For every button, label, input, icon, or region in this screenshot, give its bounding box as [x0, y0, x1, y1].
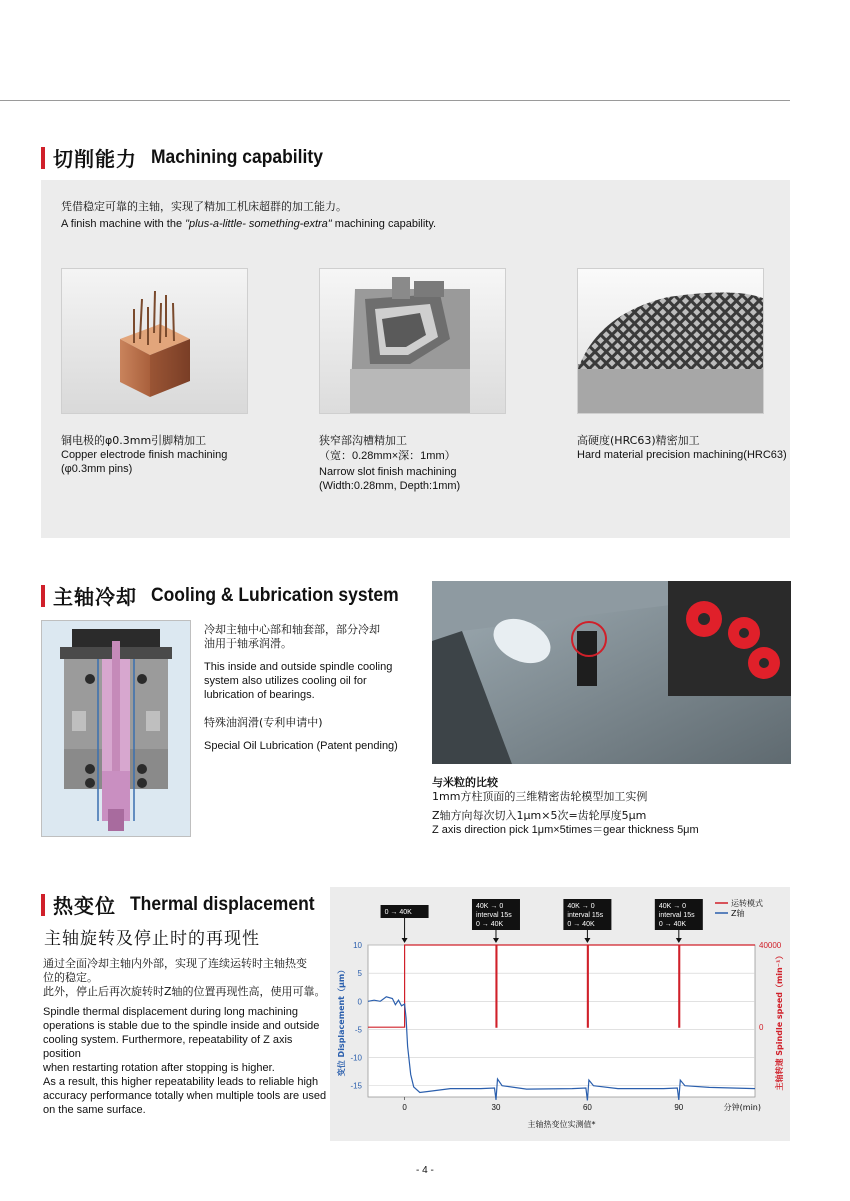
thermal-description-line: Spindle thermal displacement during long machining	[43, 1006, 298, 1018]
intro-zh: 凭借稳定可靠的主轴，实现了精加工机床超群的加工能力。	[61, 200, 347, 213]
annotation-arrowhead	[676, 938, 682, 943]
section-thermal-title	[41, 890, 331, 919]
annotation-arrowhead	[402, 938, 408, 943]
narrow-slot-photo	[319, 268, 506, 414]
section-title-zh: 切削能力	[53, 147, 137, 171]
section-title-en: Thermal displacement	[130, 893, 315, 915]
section-title-en: Cooling & Lubrication system	[151, 584, 399, 606]
y-left-tick-label: -15	[350, 1081, 362, 1091]
section-title-zh: 热变位	[53, 894, 116, 918]
caption-copper: 铜电极的φ0.3mm引脚精加工 Copper electrode finish machining (φ0.3mm pins)	[61, 434, 228, 475]
thermal-description-line: accuracy performance totally when multiple tools are used	[43, 1090, 327, 1102]
annotation-arrowhead	[493, 938, 499, 943]
annotation-text: interval 15s	[475, 912, 512, 919]
plot-area	[368, 945, 755, 1097]
thermal-description-line: operations is stable due to the spindle inside and outside	[43, 1020, 320, 1032]
section-title-en: Machining capability	[151, 146, 323, 168]
gear-model-photo	[432, 581, 791, 764]
copper-electrode-photo	[61, 268, 248, 414]
y-left-tick-label: 0	[357, 997, 362, 1007]
x-tick-label: 0	[402, 1103, 407, 1112]
x-tick-label: 30	[491, 1103, 501, 1112]
thermal-description-line: As a result, this higher repeatability leads to reliable high	[43, 1076, 319, 1088]
y-right-tick-label: 0	[759, 1023, 764, 1033]
thermal-description-line: cooling system. Furthermore, repeatability of Z axis position	[43, 1034, 293, 1060]
y-right-tick-label: 40000	[759, 941, 782, 950]
x-tick-label: 90	[674, 1103, 684, 1112]
x-tick-label: 60	[582, 1103, 592, 1112]
section-machining-title	[41, 143, 338, 172]
annotation-arrowhead	[584, 938, 590, 943]
x-axis-label: 主轴热变位实测值*	[527, 1120, 596, 1129]
machining-panel	[41, 180, 790, 538]
legend-label: 运转模式	[731, 899, 763, 908]
annotation-text: 0 → 40K	[658, 921, 687, 928]
annotation-text: interval 15s	[658, 912, 695, 919]
top-rule	[0, 100, 790, 101]
x-unit-label: 分钟(min)	[723, 1103, 761, 1112]
annotation-text: 0 → 40K	[475, 921, 504, 928]
annotation-text: 40K → 0	[658, 903, 687, 910]
caption-slot: 狭窄部沟槽精加工 （宽：0.28mm×深：1mm） Narrow slot finish machining (Width:0.28mm, Depth:1mm)	[319, 434, 461, 492]
thermal-description-line: when restarting rotation after stopping is higher.	[43, 1062, 275, 1074]
title-accent-bar	[41, 147, 45, 169]
annotation-text: 0 → 40K	[384, 909, 412, 916]
thermal-description: 通过全面冷却主轴内外部，实现了连续运转时主轴热变 位的稳定。 此外，停止后再次旋转时Z轴的位置再现性高，使用可靠。 Spindle thermal displacement during long machining operations is stable due to the spindle inside and outside cooling system. Furthermore, repeatability of Z axis position when restarting rotation after stopping is higher. As a result, this higher repeatability leads to reliable high accuracy performance totally when multiple tools are used on the same surface.	[43, 957, 327, 1116]
annotation-text: interval 15s	[567, 912, 604, 919]
page-number: - 4 -	[416, 1165, 434, 1176]
thermal-subtitle: 主轴旋转及停止时的再现性	[44, 929, 260, 949]
thermal-chart	[330, 887, 790, 1141]
section-cooling-title	[41, 581, 420, 610]
y-left-tick-label: -5	[354, 1025, 362, 1035]
annotation-text: 0 → 40K	[567, 921, 595, 928]
title-accent-bar	[41, 894, 45, 916]
y-left-tick-label: 5	[357, 969, 362, 979]
cooling-description: 冷却主轴中心部和轴套部，部分冷却 油用于轴承润滑。 This inside and outside spindle cooling system also utilizes cooling oil for lubrication of bearings. 特殊油润滑(专利申请中) Special Oil Lubrication (Patent pending)	[204, 623, 398, 752]
thermal-description-line: on the same surface.	[43, 1104, 146, 1116]
title-accent-bar	[41, 585, 45, 607]
thermal-chart-panel	[330, 887, 790, 1141]
gear-photo-caption: 与米粒的比较 1mm方柱顶面的三维精密齿轮模型加工实例 Z轴方向每次切入1μm×5次=齿轮厚度5μm Z axis direction pick 1μm×5times＝gear thickness 5μm	[432, 776, 699, 836]
y-left-axis-label: 变位 Displacement（μm）	[337, 965, 346, 1077]
intro-en: A finish machine with the "plus-a-little- something-extra" machining capability.	[61, 218, 437, 230]
caption-hard: 高硬度(HRC63)精密加工 Hard material precision machining(HRC63)	[577, 434, 787, 461]
y-left-tick-label: -10	[350, 1053, 362, 1063]
legend-label: Z轴	[731, 909, 745, 918]
annotation-text: 40K → 0	[475, 903, 504, 910]
section-title-zh: 主轴冷却	[53, 585, 137, 609]
y-right-axis-label: 主轴转速 Spindle speed（min⁻¹）	[775, 951, 784, 1091]
thermal-description-en	[43, 1005, 328, 1117]
annotation-text: 40K → 0	[567, 903, 595, 910]
hard-material-photo	[577, 268, 764, 414]
y-left-tick-label: 10	[353, 941, 362, 950]
spindle-diagram	[41, 620, 191, 837]
